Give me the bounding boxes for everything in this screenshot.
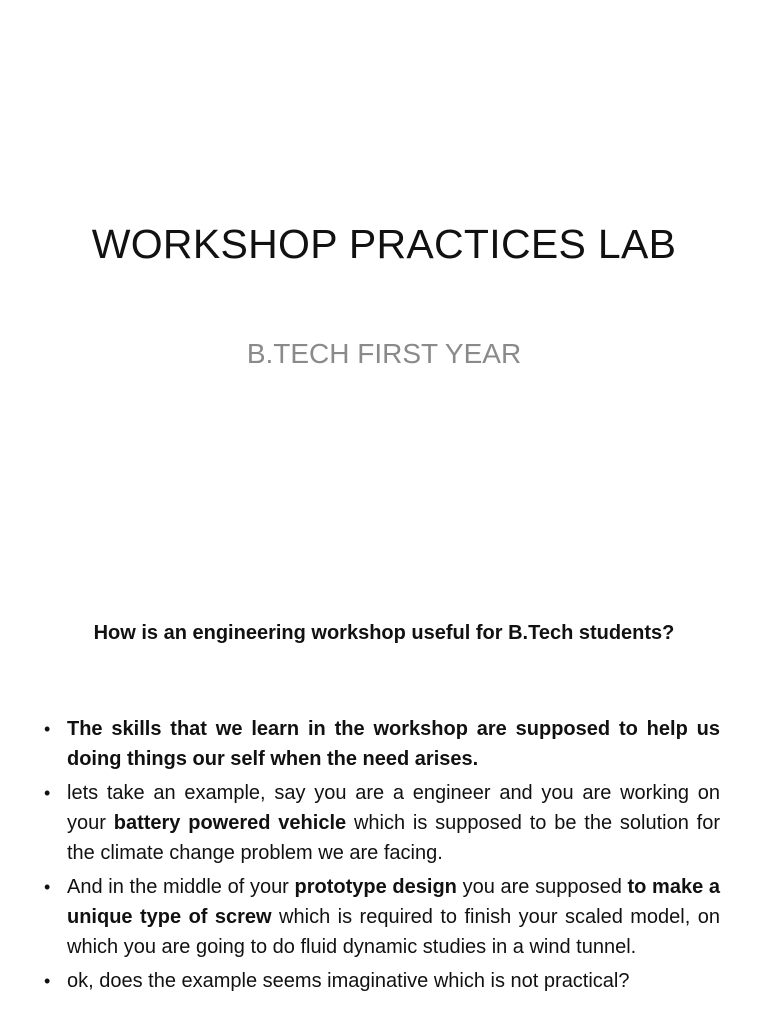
bullet-emphasis: to make a unique type of screw: [67, 876, 721, 928]
bullet-dot-icon: •: [44, 783, 51, 803]
bullet-text: you are supposed: [456, 876, 628, 898]
bullet-dot-icon: •: [44, 877, 51, 897]
bullet-text: The skills that we learn in the workshop are supposed to help us doing things our self when the need arises.: [67, 718, 720, 770]
bullet-text: which is required to finish your scaled model, on which you are going to do fluid dynamic studies in a wind tunnel.: [67, 906, 720, 958]
bullet-item: [44, 966, 720, 996]
bullet-item: [44, 778, 720, 868]
bullet-item: [44, 872, 720, 962]
bullet-text: lets take an example, say you are a engineer and you are working on your: [67, 782, 720, 834]
bullet-list: [44, 714, 720, 1000]
section-heading: How is an engineering workshop useful for B.Tech students?: [93, 622, 675, 644]
bullet-emphasis: battery powered vehicle: [113, 812, 347, 834]
bullet-text: which is supposed to be the solution for the climate change problem we are facing.: [67, 812, 720, 864]
bullet-item: [44, 714, 720, 774]
slide-title: WORKSHOP PRACTICES LAB: [91, 221, 677, 267]
slide-subtitle: B.TECH FIRST YEAR: [246, 338, 522, 369]
bullet-text: ok, does the example seems imaginative which is not practical?: [67, 970, 630, 992]
bullet-emphasis: prototype design: [294, 876, 457, 898]
bullet-text: And in the middle of your: [67, 876, 295, 898]
bullet-dot-icon: •: [44, 719, 51, 739]
bullet-dot-icon: •: [44, 971, 51, 991]
